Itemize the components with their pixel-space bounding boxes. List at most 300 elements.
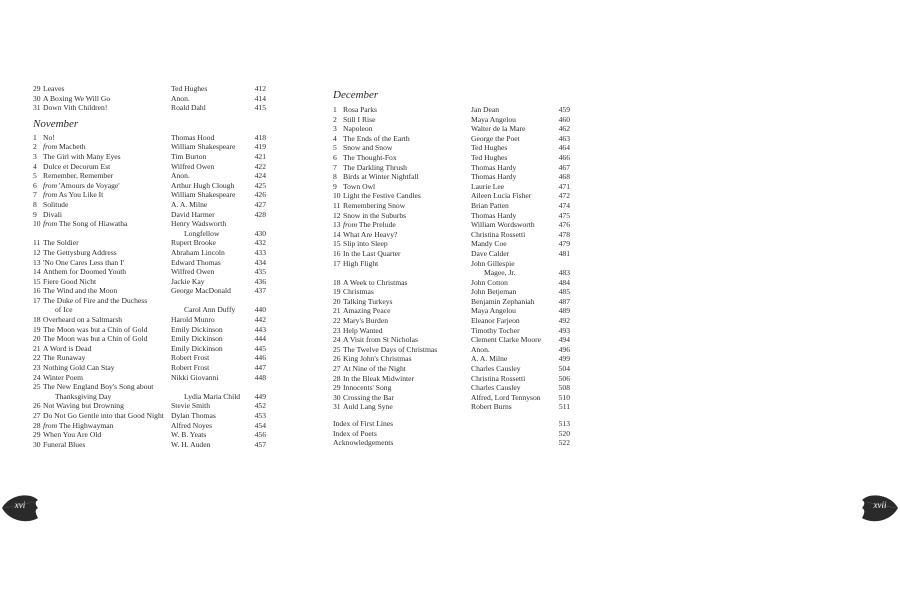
entry-title-text: King John's Christmas [343,354,412,364]
contents-entry[interactable] [333,115,570,125]
entry-author: Rupert Brooke [171,238,216,248]
entry-page: 459 [558,105,570,114]
index-entry[interactable] [333,438,570,448]
contents-entry[interactable] [33,277,266,287]
entry-title-text: Do Not Go Gentle into that Good Night [43,411,164,420]
entry-page: 421 [254,151,266,161]
contents-entry[interactable] [33,229,266,239]
entry-author: Harold Munro [171,315,215,325]
entry-page: 496 [558,344,570,354]
entry-author: Carol Ann Duffy [184,305,236,315]
contents-entry[interactable] [33,103,266,113]
entry-author: Mandy Coe [471,239,507,249]
entry-author: Ted Hughes [171,84,208,93]
entry-author: Arthur Hugh Clough [171,180,235,190]
entry-title [343,259,378,269]
contents-entry[interactable] [333,230,570,240]
entry-day: 8 [333,172,337,182]
entry-title [343,345,437,355]
entry-author: W. B. Yeats [171,430,207,440]
entry-author: Benjamin Zephaniah [471,296,535,306]
entry-author: Wilfred Owen [171,161,215,171]
entry-day: 18 [333,277,341,287]
entry-author: George MacDonald [171,286,231,296]
entry-title [343,402,393,412]
entry-title-text: Remember, Remember [43,171,114,181]
entry-day: 21 [333,306,341,316]
entry-title [43,152,121,162]
contents-entry[interactable] [33,181,266,191]
entry-title [343,326,383,336]
entry-page: 510 [558,392,570,402]
entry-title [43,344,91,354]
contents-entry[interactable] [333,278,570,288]
entry-author: Maya Angelou [471,306,516,316]
entry-title-text: Remembering Snow [343,200,406,210]
entry-page: 474 [558,200,570,210]
contents-entry[interactable] [33,152,266,162]
entry-title-text: Leaves [43,84,65,93]
entry-title-text: Talking Turkeys [343,296,393,306]
entry-day: 11 [333,200,341,210]
entry-title [343,374,414,384]
entry-title [43,382,153,392]
contents-entry[interactable] [333,364,570,374]
entry-day: 18 [33,315,41,325]
entry-title [43,277,96,287]
entry-author: A. A. Milne [171,199,208,209]
entry-day: 27 [33,411,41,420]
entry-day: 31 [33,103,41,113]
entry-author: Jan Dean [471,105,500,114]
entry-title-text: Overheard on a Saltmarsh [43,315,123,325]
entry-author: William Shakespeare [171,142,236,152]
entry-title-text: Snow and Snow [343,143,393,153]
entry-page: 484 [558,277,570,287]
entry-title [343,278,407,288]
entry-author: Emily Dickinson [171,334,223,344]
entry-day: 7 [333,162,337,172]
entry-day: 30 [33,93,41,103]
entry-page: 463 [558,133,570,143]
entry-page: 472 [558,191,570,201]
entry-title-text: The Twelve Days of Christmas [343,344,438,354]
entry-author: Robert Burns [471,402,512,412]
entry-title [43,286,117,296]
entry-title-text: The Song of Hiawatha [58,219,128,229]
contents-entry[interactable] [333,402,570,412]
entry-author: Clement Clarke Moore [471,335,542,345]
contents-entry[interactable] [333,182,570,192]
contents-entry[interactable] [33,382,266,392]
entry-day: 25 [333,344,341,354]
contents-entry[interactable] [333,201,570,211]
contents-entry[interactable] [33,334,266,344]
november-entries [33,133,266,450]
entry-title-text: The Darkling Thrush [343,162,407,172]
entry-title [43,248,117,258]
entry-title [343,143,392,153]
entry-title-text: Winter Poem [43,372,83,382]
entry-title [43,190,103,200]
entry-day: 5 [33,171,37,181]
entry-day: 14 [333,229,341,239]
entry-page: 446 [254,353,266,363]
entry-title-text: The Gettysburg Address [43,247,117,257]
contents-entry[interactable] [33,219,266,229]
entry-page: 440 [254,305,266,315]
entry-author: John Cotton [471,277,508,287]
entry-title-text: Mary's Burden [343,316,389,326]
entry-title [43,363,115,373]
contents-entry[interactable] [33,305,266,315]
entry-day: 25 [33,382,41,392]
entry-title-text: 'Amours de Voyage' [58,180,120,190]
entry-day: 21 [33,343,41,353]
entry-day: 27 [333,364,341,374]
entry-day: 6 [33,180,37,190]
contents-entry[interactable] [33,84,266,94]
entry-day: 2 [33,142,37,152]
entry-title [43,258,124,268]
entry-page: 485 [558,287,570,297]
contents-entry[interactable] [333,191,570,201]
entry-title-text: Innocents' Song [343,383,392,393]
entry-day: 7 [33,190,37,200]
entry-author: John Gillespie [471,258,515,268]
entry-author: Thomas Hardy [471,172,517,182]
entry-page: 460 [558,114,570,124]
entry-page: 437 [254,286,266,296]
contents-entry[interactable] [33,190,266,200]
contents-entry[interactable] [33,94,266,104]
contents-entry[interactable] [333,393,570,403]
entry-page: 447 [254,363,266,373]
entry-author: Maya Angelou [471,114,516,124]
entry-day: 30 [33,439,41,449]
entry-author: Stevie Smith [171,401,211,411]
entry-title [343,239,388,249]
entry-page: 464 [558,143,570,153]
contents-entry[interactable] [333,124,570,134]
entry-author: Abraham Lincoln [171,247,225,257]
entry-title-text: of Ice [55,305,73,315]
entry-title-text: Down Vith Children! [43,103,108,113]
entry-author: Edward Thomas [171,257,221,267]
entry-day: 4 [333,133,337,143]
contents-entry[interactable] [333,345,570,355]
entry-page: 511 [558,402,570,412]
contents-entry[interactable] [333,306,570,316]
index-entries [333,419,570,448]
entry-title-text: 'No One Cares Less than I' [43,257,124,267]
entry-author: Roald Dahl [171,103,206,113]
entry-page: 430 [254,228,266,238]
entry-title [343,191,421,201]
entry-page: 471 [558,181,570,191]
contents-entry[interactable] [333,153,570,163]
entry-title [343,115,376,125]
contents-entry[interactable] [33,171,266,181]
contents-entry[interactable] [33,238,266,248]
entry-from: from [343,220,358,230]
entry-day: 20 [333,296,341,306]
index-page: 520 [558,428,570,438]
entry-title [343,249,401,259]
entry-author: Charles Causley [471,364,521,374]
entry-day: 9 [33,209,37,219]
contents-entry[interactable] [333,105,570,115]
entry-author: Charles Causley [471,383,521,393]
entry-title-text: Rosa Parks [343,105,377,114]
entry-title [343,220,396,230]
contents-entry[interactable] [333,383,570,393]
entry-page: 493 [558,325,570,335]
entry-title [43,200,68,210]
entry-page: 452 [254,401,266,411]
entry-title-text: The Girl with Many Eyes [43,151,121,161]
entry-title [43,267,126,277]
entry-author: Jackie Kay [171,276,205,286]
entry-title [343,364,406,374]
entry-title [43,162,110,172]
index-title: Index of Poets [333,428,377,438]
contents-entry[interactable] [33,401,266,411]
entry-title-text: Slip into Sleep [343,239,388,249]
contents-entry[interactable] [33,325,266,335]
entry-title [343,163,407,173]
entry-day: 19 [33,324,41,334]
entry-day: 16 [33,286,41,296]
contents-entry[interactable] [33,210,266,220]
entry-title [343,153,397,163]
entry-title-text: Thanksgiving Day [55,391,112,401]
entry-from: from [43,190,58,200]
entry-page: 489 [558,306,570,316]
contents-entry[interactable] [33,133,266,143]
entry-title [43,142,86,152]
entry-page: 444 [254,334,266,344]
entry-title [43,421,113,431]
entry-author: Thomas Hood [171,132,215,142]
entry-day: 17 [333,258,341,268]
entry-page: 508 [558,383,570,393]
contents-entry[interactable] [33,315,266,325]
contents-entry[interactable] [333,259,570,269]
entry-day: 29 [33,84,41,93]
contents-entry[interactable] [333,249,570,259]
entry-day: 28 [33,420,41,430]
entry-author: Anon. [471,344,490,354]
entry-title-text: The Thought-Fox [343,152,397,162]
entry-title [343,182,375,192]
entry-page: 453 [254,411,266,420]
contents-entry[interactable] [33,440,266,450]
entry-author: Dave Calder [471,248,510,258]
entry-day: 1 [33,132,37,142]
entry-title-text: Amazing Peace [343,306,391,316]
entry-title-text: Funeral Blues [43,439,86,449]
contents-entry[interactable] [33,267,266,277]
entry-author: Brian Patten [471,200,509,210]
entry-title [343,297,392,307]
contents-entry[interactable] [33,258,266,268]
entry-title [343,172,419,182]
entry-title-text: The Runaway [43,353,86,363]
entry-day: 12 [33,247,41,257]
left-contents-list [33,84,266,449]
contents-entry[interactable] [33,162,266,172]
entry-title [55,305,73,315]
contents-entry[interactable] [33,142,266,152]
entry-title-text: Christmas [343,287,374,297]
entry-title-text: The Duke of Fire and the Duchess [43,295,148,305]
entry-title-text: The Wind and the Moon [43,286,118,296]
entry-author: Magee, Jr. [484,268,516,278]
entry-title-text: Nothing Gold Can Stay [43,363,115,373]
entry-page: 487 [558,296,570,306]
december-heading: December [333,89,379,101]
entry-day: 8 [33,199,37,209]
entry-title [343,201,405,211]
entry-title-text: Light the Festive Candles [343,191,421,201]
entry-day: 3 [333,124,337,134]
contents-entry[interactable] [333,172,570,182]
folio-leaf-right [860,488,900,528]
entry-day: 4 [33,161,37,171]
entry-page: 448 [254,372,266,382]
entry-title-text: High Flight [343,258,379,268]
contents-entry[interactable] [33,411,266,421]
contents-entry[interactable] [33,430,266,440]
entry-day: 24 [33,372,41,382]
entry-title [55,392,111,402]
entry-page: 443 [254,324,266,334]
entry-author: Christina Rossetti [471,373,526,383]
entry-page: 468 [558,172,570,182]
entry-page: 494 [558,335,570,345]
entry-author: Thomas Hardy [471,162,517,172]
index-page: 513 [558,419,570,428]
entry-author: Eleanor Farjeon [471,316,520,326]
entry-title-text: Still I Rise [343,114,376,124]
page-number-left: xvi [14,500,26,510]
entry-author: Lydia Maria Child [184,391,241,401]
right-contents-list [333,105,570,448]
contents-entry[interactable] [333,268,570,278]
index-entry[interactable] [333,429,570,439]
entry-day: 20 [33,334,41,344]
entry-title-text: The Ends of the Earth [343,133,410,143]
entry-page: 418 [254,132,266,142]
entry-title [43,325,147,335]
entry-title [343,287,374,297]
contents-entry[interactable] [33,392,266,402]
contents-entry[interactable] [33,296,266,306]
entry-title [43,353,85,363]
spacer [333,412,570,419]
contents-entry[interactable] [333,354,570,364]
entry-author: Emily Dickinson [171,324,223,334]
entry-title-text: What Are Heavy? [343,229,398,239]
contents-entry[interactable] [333,374,570,384]
entry-day: 17 [33,295,41,305]
entry-day: 19 [333,287,341,297]
entry-day: 30 [333,392,341,402]
contents-entry[interactable] [333,239,570,249]
entry-page: 457 [254,439,266,449]
contents-entry[interactable] [333,297,570,307]
entry-page: 456 [254,430,266,440]
entry-title-text: The New England Boy's Song about [43,382,154,392]
entry-title [343,383,391,393]
entry-day: 15 [33,276,41,286]
entry-author: Ted Hughes [471,143,508,153]
entry-author: Tim Burton [171,151,207,161]
entry-page: 419 [254,142,266,152]
entry-page: 424 [254,171,266,181]
entry-author: Ted Hughes [471,152,508,162]
entry-day: 12 [333,210,341,220]
contents-entry[interactable] [33,344,266,354]
december-entries [333,105,570,412]
entry-page: 478 [558,229,570,239]
entry-day: 22 [33,353,41,363]
entry-author: Timothy Tocher [471,325,520,335]
contents-entry[interactable] [333,316,570,326]
entry-day: 6 [333,152,337,162]
contents-entry[interactable] [33,363,266,373]
entry-page: 454 [254,420,266,430]
contents-entry[interactable] [33,200,266,210]
contents-entry[interactable] [333,220,570,230]
contents-entry[interactable] [33,373,266,383]
entry-day: 28 [333,373,341,383]
contents-entry[interactable] [333,287,570,297]
index-entry[interactable] [333,419,570,429]
entry-page: 425 [254,180,266,190]
contents-entry[interactable] [33,248,266,258]
entry-day: 31 [333,402,341,412]
entry-title [43,334,147,344]
entry-page: 432 [254,238,266,248]
entry-page: 479 [558,239,570,249]
entry-title [343,393,394,403]
folio-leaf-left [0,488,40,528]
contents-entry[interactable] [333,326,570,336]
entry-author: Alfred Noyes [171,420,213,430]
entry-title [43,171,113,181]
entry-page: 449 [254,391,266,401]
entry-title-text: The Highwayman [58,420,114,430]
contents-entry[interactable] [333,211,570,221]
contents-entry[interactable] [33,421,266,431]
entry-title [343,134,410,144]
entry-day: 26 [333,354,341,364]
contents-entry[interactable] [333,134,570,144]
entry-day: 15 [333,239,341,249]
contents-entry[interactable] [33,286,266,296]
entry-day: 9 [333,181,337,191]
entry-title [343,335,418,345]
entry-title-text: In the Bleak Midwinter [343,373,415,383]
index-page: 522 [558,438,570,448]
contents-entry[interactable] [333,163,570,173]
contents-entry[interactable] [333,335,570,345]
contents-entry[interactable] [33,353,266,363]
october-entries [33,84,266,113]
contents-entry[interactable] [333,143,570,153]
